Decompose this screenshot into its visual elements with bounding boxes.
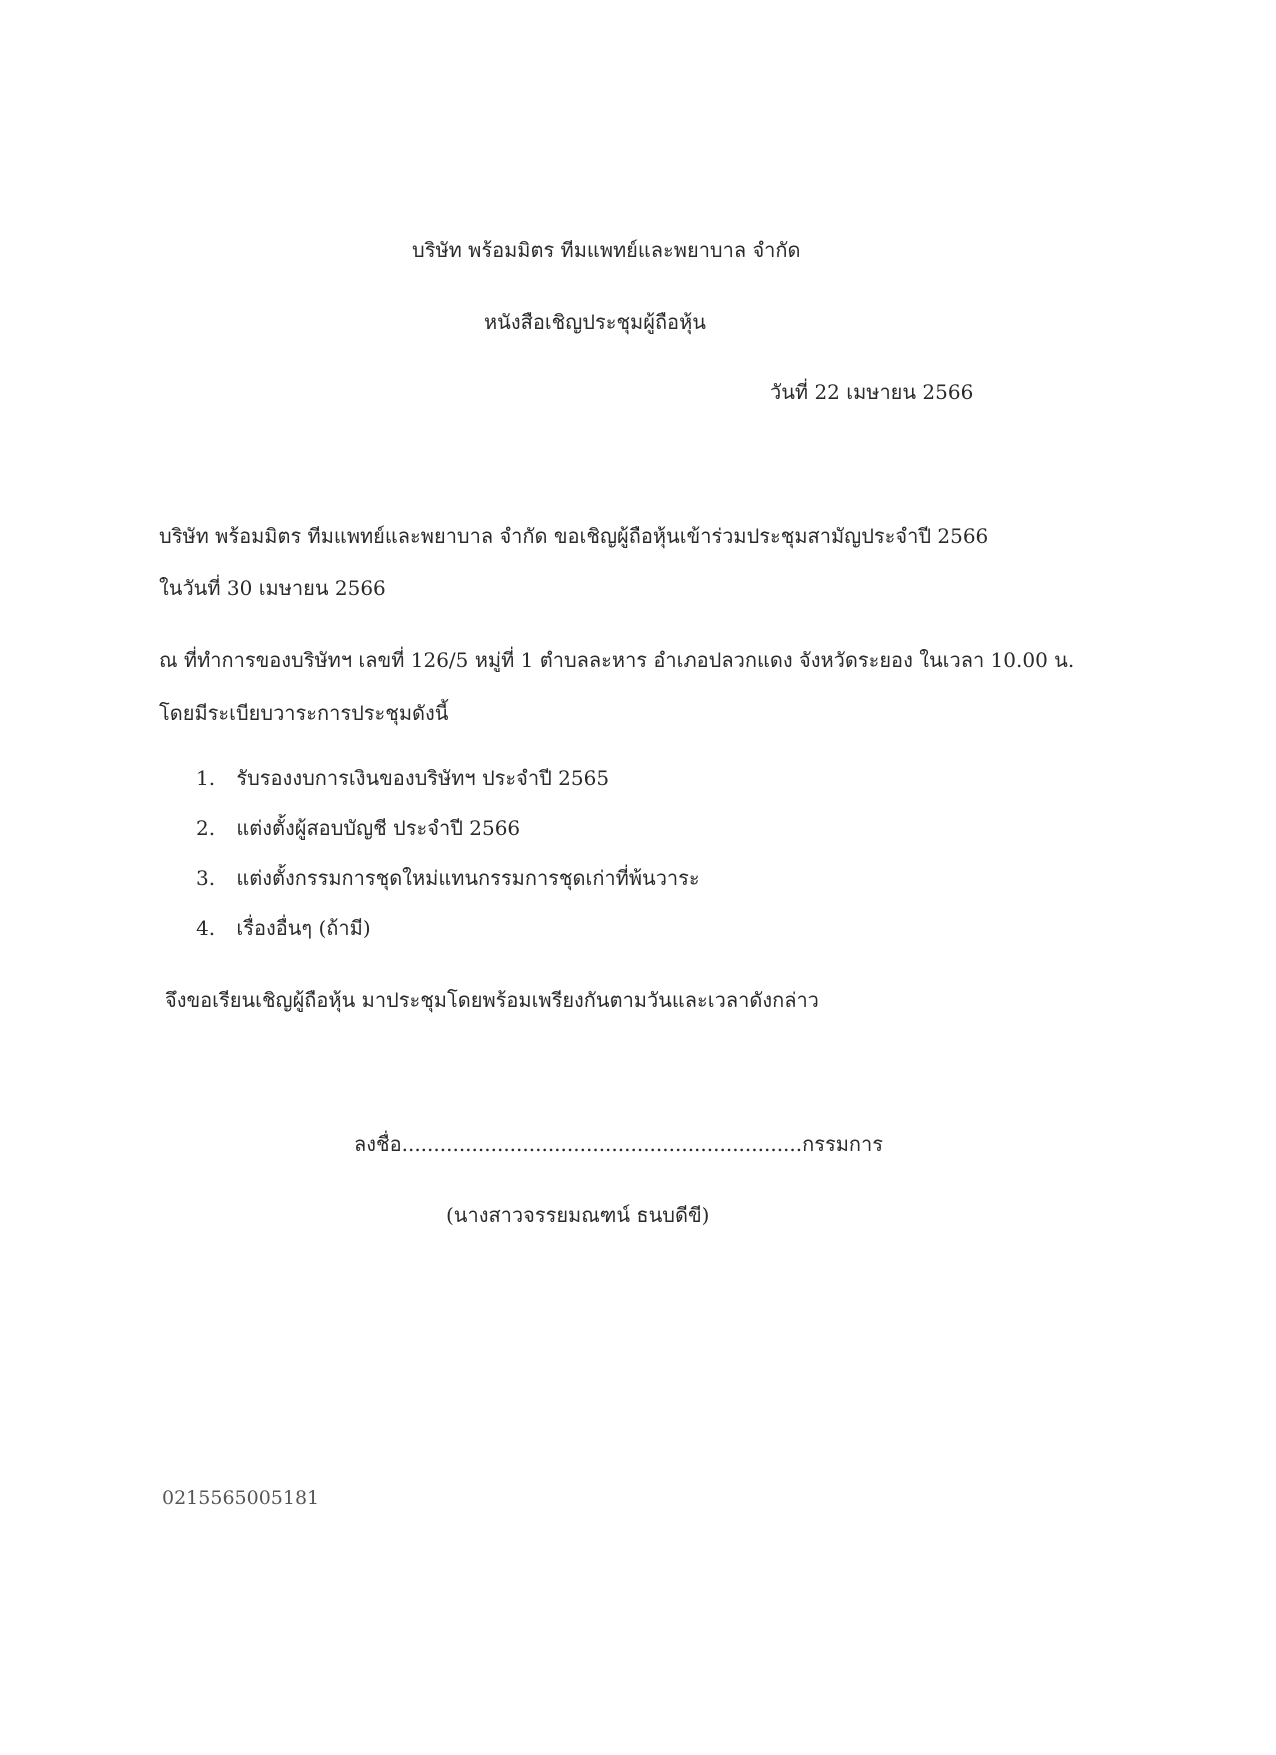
agenda-item-number: 1. [196, 766, 216, 790]
venue-line-2: โดยมีระเบียบวาระการประชุมดังนี้ [159, 701, 449, 725]
agenda-item [196, 766, 700, 816]
agenda-item-number: 4. [196, 916, 216, 940]
venue-line-1: ณ ที่ทำการของบริษัทฯ เลขที่ 126/5 หมู่ที่ 1 ตำบลละหาร อำเภอปลวกแดง จังหวัดระยอง ในเวลา 10.00 น. [159, 648, 1075, 672]
agenda-item-text: แต่งตั้งกรรมการชุดใหม่แทนกรรมการชุดเก่าที่พ้นวาระ [236, 866, 700, 890]
agenda-item [196, 816, 700, 866]
intro-line-2: ในวันที่ 30 เมษายน 2566 [159, 576, 386, 600]
closing-statement: จึงขอเรียนเชิญผู้ถือหุ้น มาประชุมโดยพร้อมเพรียงกันตามวันและเวลาดังกล่าว [165, 988, 819, 1012]
agenda-item [196, 916, 700, 966]
document-title: หนังสือเชิญประชุมผู้ถือหุ้น [484, 310, 706, 334]
agenda-item-number: 3. [196, 866, 216, 890]
agenda-item-text: รับรองงบการเงินของบริษัทฯ ประจำปี 2565 [236, 766, 610, 790]
agenda-item-text: เรื่องอื่นๆ (ถ้ามี) [236, 916, 371, 940]
agenda-item-number: 2. [196, 816, 216, 840]
agenda-item [196, 866, 700, 916]
signature-line: ลงชื่อ...............................................................กรรมการ [354, 1132, 883, 1156]
signer-name: (นางสาวจรรยมณฑน์ ธนบดีขี) [446, 1203, 710, 1227]
document-number: 0215565005181 [162, 1487, 320, 1509]
document-date: วันที่ 22 เมษายน 2566 [770, 380, 974, 404]
intro-line-1: บริษัท พร้อมมิตร ทีมแพทย์และพยาบาล จำกัด ขอเชิญผู้ถือหุ้นเข้าร่วมประชุมสามัญประจำปี 2566 [159, 524, 989, 548]
company-name: บริษัท พร้อมมิตร ทีมแพทย์และพยาบาล จำกัด [412, 238, 801, 262]
agenda-list [196, 766, 700, 966]
agenda-item-text: แต่งตั้งผู้สอบบัญชี ประจำปี 2566 [236, 816, 521, 840]
